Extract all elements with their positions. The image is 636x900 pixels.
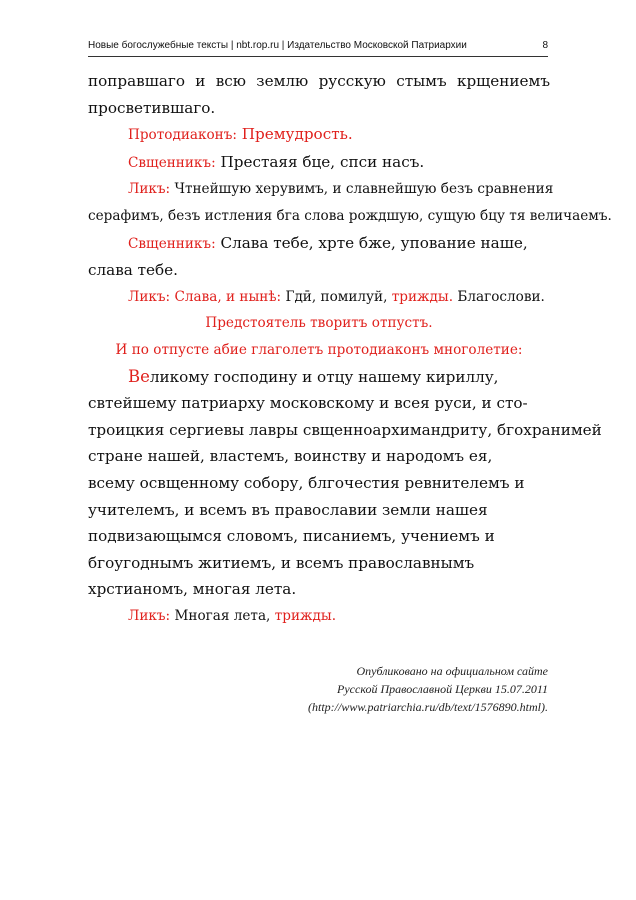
header-title: Новые богослужебные тексты | nbt.rop.ru | Издательство Московской Патриархии [88,40,467,51]
text-line: подвизающымся словомъ, писаниемъ, учениемъ и [88,527,495,546]
text-line: учителемъ, и всемъ въ православии земли нашея [88,500,488,519]
verse-text: Слава тебе, хрте бже, упование наше, [220,233,528,252]
text-line [88,603,550,630]
rubric-role: Ликъ: [128,181,171,198]
text-line: хрстианомъ, многая лета. [88,580,297,599]
text-line [88,121,550,149]
footer-line: Опубликовано на официальном сайте [356,664,548,678]
text-line: серафимъ, безъ истления бга слова рождшую, сущую бцу тя величаемъ. [88,207,612,224]
text-line [88,284,550,311]
verse-text: Многая лета, [174,607,271,624]
rubric-instruction: Предстоятель творитъ отпустъ. [205,315,433,332]
verse-text: Престаяя бце, спси насъ. [220,152,425,171]
text-line: всему освщенному собору, блгочестия ревнителемъ и [88,473,525,492]
rubric-instruction: И по отпусте абие глаголетъ протодиаконъ многолетие: [115,341,523,358]
text-line [88,364,550,391]
verse-text: Гдӣ, помилуй, [285,288,388,305]
header-divider [88,56,548,57]
footer-link-text: (http://www.patriarchia.ru/db/text/1576890.html). [308,700,548,714]
page-header [88,40,548,51]
text-line: бгоугоднымъ житиемъ, и всемъ православнымъ [88,553,475,572]
liturgical-text [88,68,612,629]
initial-capital: Ве [128,366,150,386]
text-line: поправшаго и всю землю русскую стымъ крщениемъ [88,72,550,90]
rubric-role: Ликъ: [128,607,171,624]
text-line: свтейшему патриарху московскому и всея руси, и сто- [88,394,528,413]
rubric-role: Протодиаконъ: [128,127,237,144]
footer-line: Русской Православной Церкви 15.07.2011 [337,682,548,696]
text-line: троицкия сергиевы лавры свщенноархимандриту, бгохранимей [88,420,602,439]
text-line [88,176,554,203]
text-line: просветившаго. [88,98,216,117]
verse-text: Благослови. [457,288,545,305]
page-number: 8 [542,40,548,51]
verse-text: Чтнейшую херувимъ, и славнейшую безъ сравнения [174,181,554,198]
rubric-role: Свщенникъ: [128,235,216,252]
publication-note [228,662,548,716]
rubric-text: трижды. [274,607,337,624]
verse-text: ликому господину и отцу нашему кириллу, [149,367,499,386]
rubric-text: трижды. [391,288,454,305]
rubric-role: Ликъ: [128,288,171,305]
rubric-text: Слава, и нынѣ: [174,288,282,305]
text-line: слава тебе. [88,261,178,280]
text-line [88,230,550,258]
verse-text: Премудрость. [241,125,353,144]
rubric-role: Свщенникъ: [128,154,216,171]
text-line: стране нашей, властемъ, воинству и народомъ ея, [88,447,493,466]
text-line [88,149,550,177]
